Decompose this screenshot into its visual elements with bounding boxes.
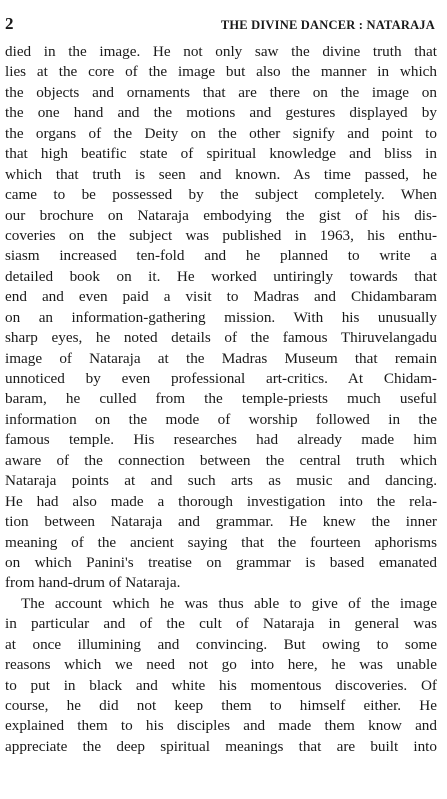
text-line: course, he did not keep them to himself either. He	[5, 697, 437, 714]
text-line: in particular and of the cult of Nataraja in general was	[5, 615, 437, 633]
text-line: famous temple. His researches had already made him	[5, 431, 437, 449]
text-line: explained them to his disciples and made them know and	[5, 717, 437, 735]
text-line: on which Panini's treatise on grammar is based emanated	[5, 553, 437, 571]
text-line: He had also made a thorough investigation into the rela-	[5, 492, 437, 510]
text-line: information on the mode of worship followed in the	[5, 410, 437, 428]
text-line: siasm increased ten-fold and he planned to write a	[5, 247, 437, 265]
running-head	[5, 14, 437, 38]
text-line: reasons which we need not go into here, he was unable	[5, 656, 437, 674]
text-line: on an information-gathering mission. With his unusually	[5, 308, 437, 326]
text-line: meaning of the ancient saying that the fourteen aphorisms	[5, 533, 437, 551]
text-line: Nataraja points at and such arts as music and dancing.	[5, 472, 437, 490]
text-line: our brochure on Nataraja embodying the gist of his dis-	[5, 206, 437, 224]
paragraph-2	[5, 594, 437, 758]
text-line: end and even paid a visit to Madras and Chidambaram	[5, 288, 437, 306]
text-line: coveries on the subject was published in 1963, his enthu-	[5, 226, 437, 244]
text-line: from hand-drum of Nataraja.	[5, 574, 181, 592]
text-line: sharp eyes, he noted details of the famous Thiruvelangadu	[5, 329, 437, 347]
text-line: came to be possessed by the subject completely. When	[5, 186, 437, 204]
text-line: the one hand and the motions and gestures displayed by	[5, 104, 437, 122]
text-line: died in the image. He not only saw the divine truth that	[5, 43, 437, 60]
text-line: the objects and ornaments that are there on the image on	[5, 83, 437, 101]
paragraph-1	[5, 42, 437, 594]
text-line: unnoticed by even professional art-critics. At Chidam-	[5, 370, 437, 387]
text-line: baram, he culled from the temple-priests much useful	[5, 390, 437, 408]
text-line: tion between Nataraja and grammar. He knew the inner	[5, 513, 437, 531]
text-line: at once illumining and convincing. But owing to some	[5, 635, 437, 653]
text-line: that high beatific state of spiritual knowledge and bliss in	[5, 145, 437, 163]
text-line: to put in black and white his momentous discoveries. Of	[5, 676, 437, 694]
body-text	[5, 42, 437, 757]
text-line: the organs of the Deity on the other signify and point to	[5, 124, 437, 142]
text-line: aware of the connection between the central truth which	[5, 451, 437, 469]
text-line: which that truth is seen and known. As time passed, he	[5, 165, 437, 183]
text-line: lies at the core of the image but also the manner in which	[5, 63, 437, 81]
page-number: 2	[5, 14, 14, 33]
text-line: appreciate the deep spiritual meanings that are built into	[5, 737, 437, 755]
text-line: detailed book on it. He worked untiringly towards that	[5, 267, 437, 285]
text-line: The account which he was thus able to give of the image	[21, 594, 437, 612]
running-title: THE DIVINE DANCER : NATARAJA	[220, 18, 435, 32]
text-line: image of Nataraja at the Madras Museum that remain	[5, 349, 437, 367]
